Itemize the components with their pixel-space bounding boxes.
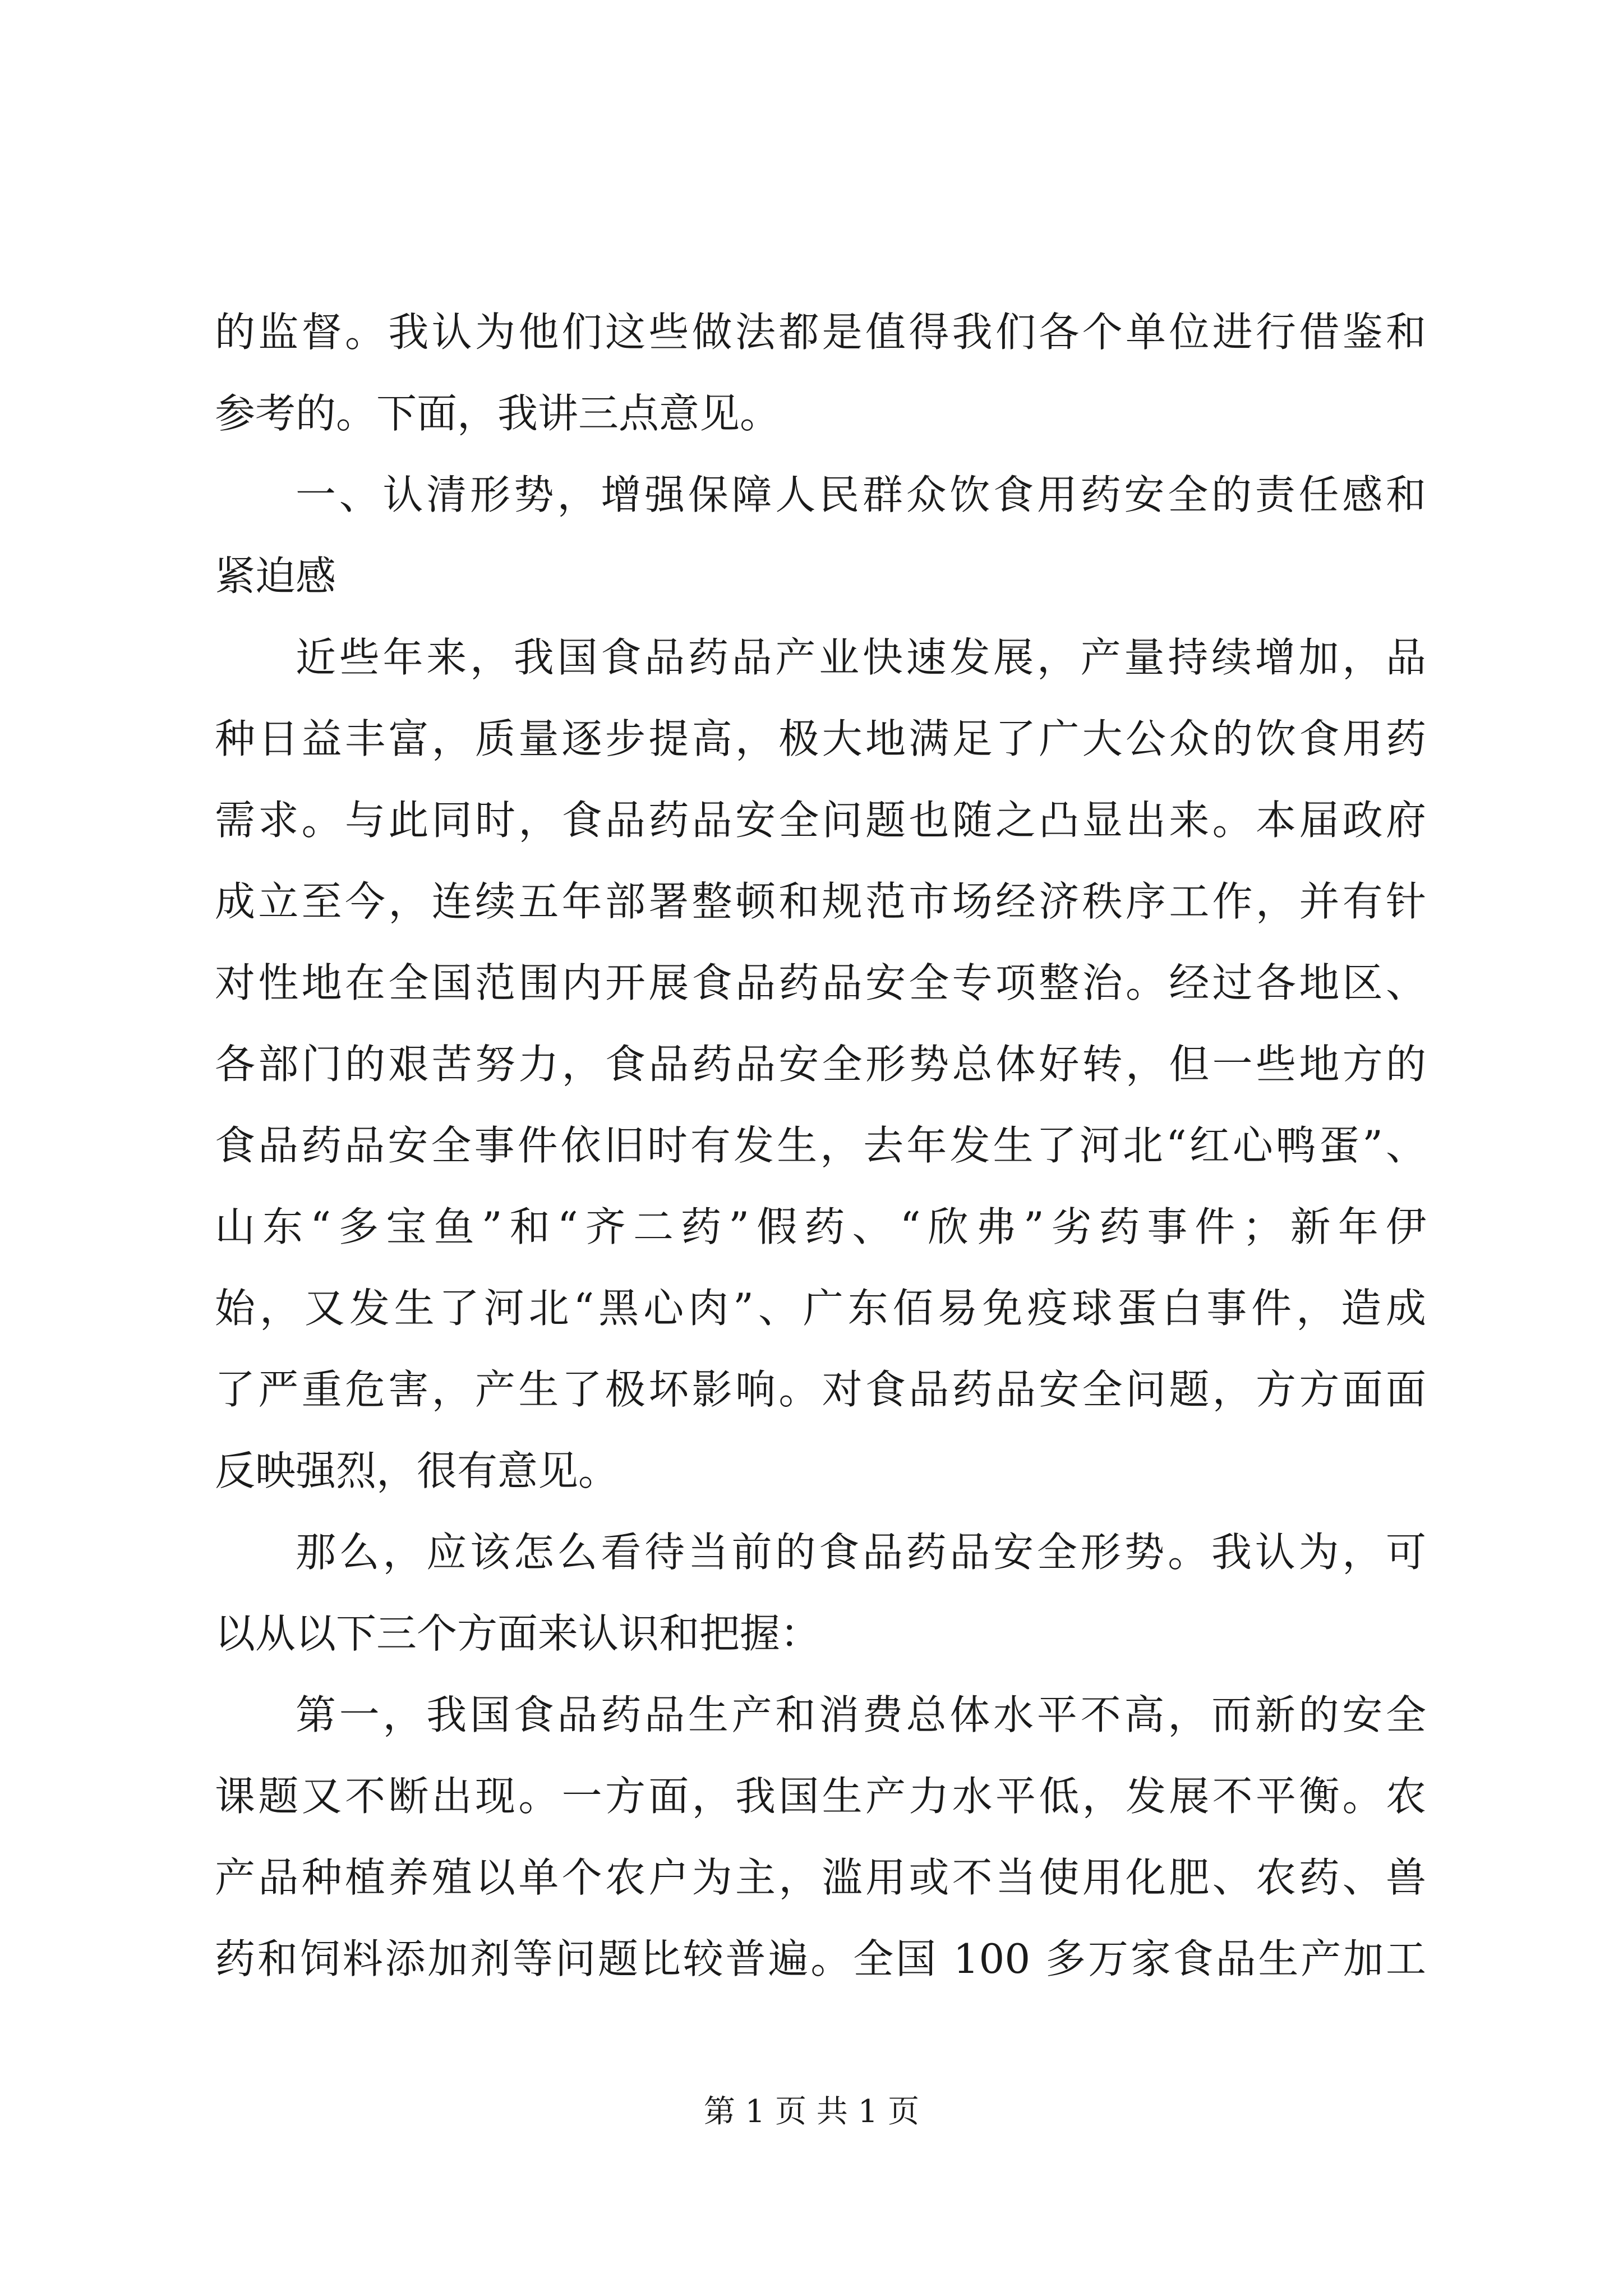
text-line: 产品种植养殖以单个农户为主，滥用或不当使用化肥、农药、兽: [215, 1854, 1426, 1901]
text-line: 以从以下三个方面来认识和把握：: [215, 1610, 821, 1657]
section-heading-line: 紧迫感: [215, 553, 336, 600]
text-line: 近些年来，我国食品药品产业快速发展，产量持续增加，品: [296, 634, 1426, 681]
text-line: 需求。与此同时，食品药品安全问题也随之凸显出来。本届政府: [215, 797, 1426, 844]
text-line: 食品药品安全事件依旧时有发生，去年发生了河北“红心鸭蛋”、: [215, 1122, 1426, 1169]
text-line: 成立至今，连续五年部署整顿和规范市场经济秩序工作，并有针: [215, 878, 1426, 925]
text-line: 药和饲料添加剂等问题比较普遍。全国 100 多万家食品生产加工: [215, 1935, 1426, 1982]
text-line: 山东“多宝鱼”和“齐二药”假药、“欣弗”劣药事件；新年伊: [215, 1203, 1426, 1250]
document-body: [215, 292, 1426, 2000]
text-line: 各部门的艰苦努力，食品药品安全形势总体好转，但一些地方的: [215, 1041, 1426, 1088]
text-line: 参考的。下面，我讲三点意见。: [215, 390, 781, 437]
text-line: 了严重危害，产生了极坏影响。对食品药品安全问题，方方面面: [215, 1366, 1426, 1413]
text-line: 那么，应该怎么看待当前的食品药品安全形势。我认为，可: [296, 1529, 1426, 1576]
text-line: 始，又发生了河北“黑心肉”、广东佰易免疫球蛋白事件，造成: [215, 1285, 1426, 1332]
text-line: 课题又不断出现。一方面，我国生产力水平低，发展不平衡。农: [215, 1773, 1426, 1820]
text-line: 的监督。我认为他们这些做法都是值得我们各个单位进行借鉴和: [215, 309, 1426, 356]
section-heading-line: 一、认清形势，增强保障人民群众饮食用药安全的责任感和: [296, 471, 1426, 518]
text-line: 第一，我国食品药品生产和消费总体水平不高，而新的安全: [296, 1691, 1426, 1738]
text-line: 反映强烈，很有意见。: [215, 1447, 619, 1494]
page-footer: 第 1 页 共 1 页: [703, 2093, 920, 2130]
text-line: 对性地在全国范围内开展食品药品安全专项整治。经过各地区、: [215, 959, 1426, 1006]
text-line: 种日益丰富，质量逐步提高，极大地满足了广大公众的饮食用药: [215, 715, 1426, 762]
